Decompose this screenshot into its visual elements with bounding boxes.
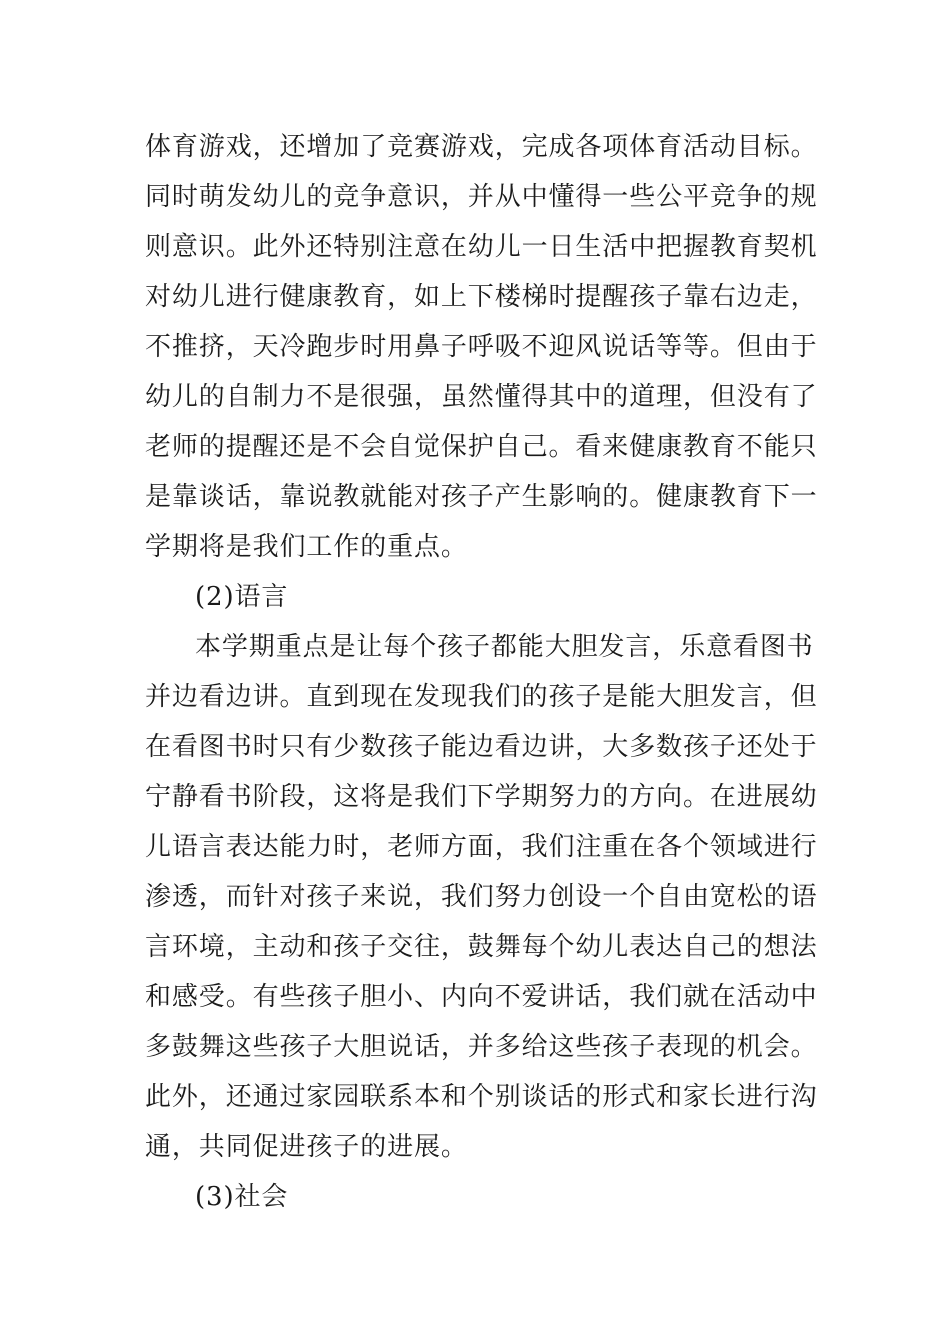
text-line: 本学期重点是让每个孩子都能大胆发言，乐意看图书 bbox=[195, 632, 814, 662]
text-line: 同时萌发幼儿的竞争意识，并从中懂得一些公平竞争的规 bbox=[145, 182, 818, 212]
section-heading-language: (2)语言 bbox=[195, 582, 289, 612]
text-line: 言环境，主动和孩子交往，鼓舞每个幼儿表达自己的想法 bbox=[145, 932, 818, 962]
text-line: 此外，还通过家园联系本和个别谈话的形式和家长进行沟 bbox=[145, 1082, 818, 1112]
text-line: 体育游戏，还增加了竞赛游戏，完成各项体育活动目标。 bbox=[145, 132, 818, 162]
text-line: 通，共同促进孩子的进展。 bbox=[145, 1132, 468, 1162]
text-line: 多鼓舞这些孩子大胆说话，并多给这些孩子表现的机会。 bbox=[145, 1032, 818, 1062]
section-heading-social: (3)社会 bbox=[195, 1182, 289, 1212]
text-line: 则意识。此外还特别注意在幼儿一日生活中把握教育契机 bbox=[145, 232, 818, 262]
text-line: 和感受。有些孩子胆小、内向不爱讲话，我们就在活动中 bbox=[145, 982, 818, 1012]
text-line: 在看图书时只有少数孩子能边看边讲，大多数孩子还处于 bbox=[145, 732, 818, 762]
text-line: 幼儿的自制力不是很强，虽然懂得其中的道理，但没有了 bbox=[145, 382, 818, 412]
text-line: 对幼儿进行健康教育，如上下楼梯时提醒孩子靠右边走， bbox=[145, 282, 818, 312]
text-line: 并边看边讲。直到现在发现我们的孩子是能大胆发言，但 bbox=[145, 682, 818, 712]
text-line: 渗透，而针对孩子来说，我们努力创设一个自由宽松的语 bbox=[145, 882, 818, 912]
text-line: 学期将是我们工作的重点。 bbox=[145, 532, 468, 562]
text-line: 是靠谈话，靠说教就能对孩子产生影响的。健康教育下一 bbox=[145, 482, 818, 512]
text-line: 宁静看书阶段，这将是我们下学期努力的方向。在进展幼 bbox=[145, 782, 818, 812]
text-line: 不推挤，天冷跑步时用鼻子呼吸不迎风说话等等。但由于 bbox=[145, 332, 818, 362]
text-line: 老师的提醒还是不会自觉保护自己。看来健康教育不能只 bbox=[145, 432, 818, 462]
text-line: 儿语言表达能力时，老师方面，我们注重在各个领域进行 bbox=[145, 832, 818, 862]
